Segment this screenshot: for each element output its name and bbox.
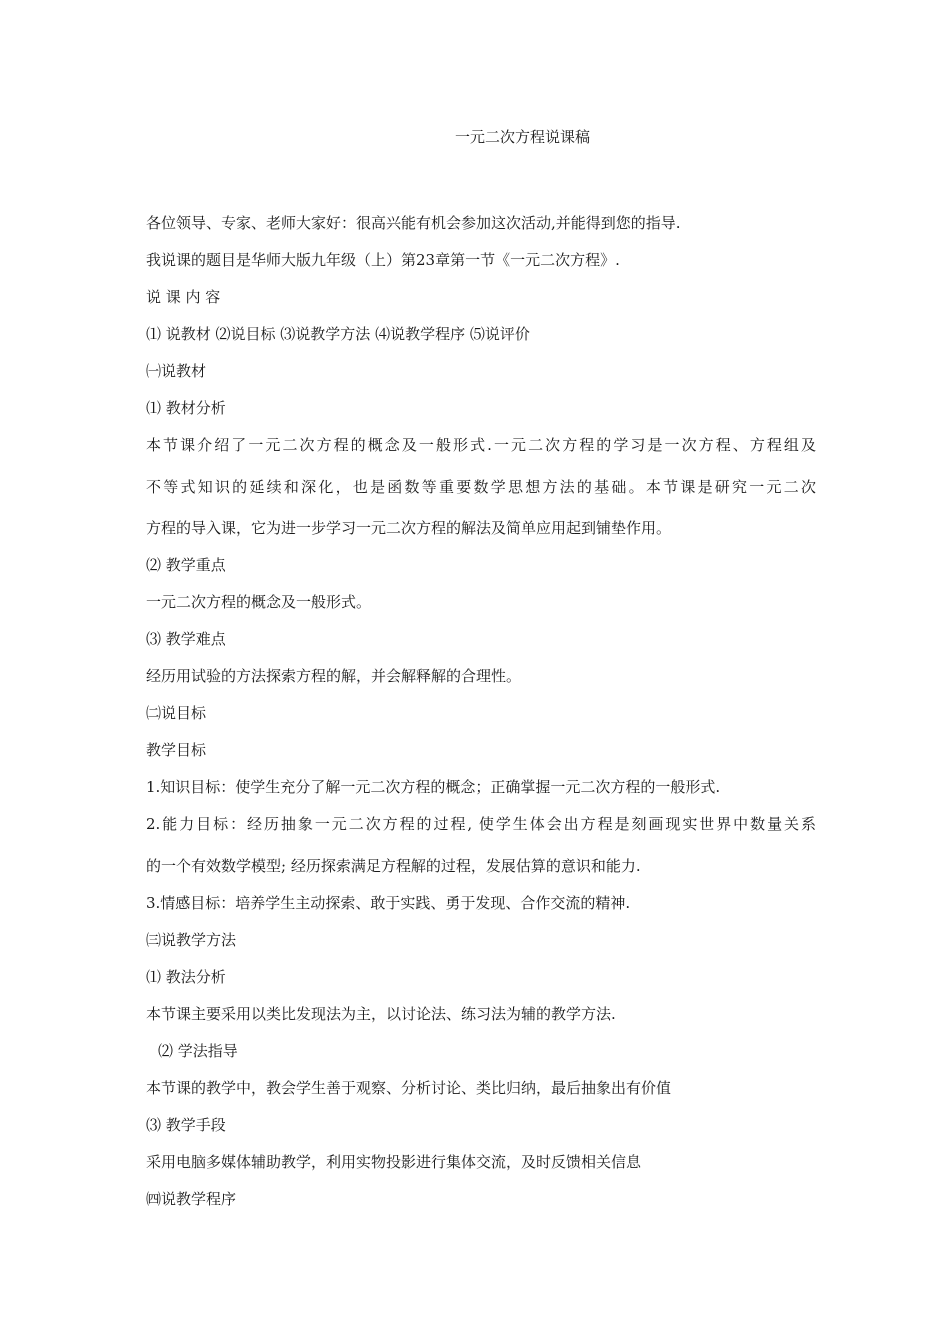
paragraph-line: 方程的导入课，它为进一步学习一元二次方程的解法及简单应用起到铺垫作用。 <box>146 519 672 537</box>
subheading-teaching-goals: 教学目标 <box>146 741 207 759</box>
subheading-learning-guidance: ⑵ 学法指导 <box>158 1042 238 1060</box>
greeting-line: 各位领导、专家、老师大家好：很高兴能有机会参加这次活动,并能得到您的指导. <box>146 214 681 232</box>
paragraph-line: 本节课的教学中，教会学生善于观察、分析讨论、类比归纳，最后抽象出有价值 <box>146 1079 672 1097</box>
paragraph-line: 采用电脑多媒体辅助教学，利用实物投影进行集体交流，及时反馈相关信息 <box>146 1153 642 1171</box>
paragraph-line: 本节课介绍了一元二次方程的概念及一般形式.一元二次方程的学习是一次方程、方程组及 <box>146 436 816 454</box>
section-heading-methods: ㈢说教学方法 <box>146 931 237 949</box>
goal-line: 的一个有效数学模型; 经历探索满足方程解的过程，发展估算的意识和能力. <box>146 857 641 875</box>
content-outline: ⑴ 说教材 ⑵说目标 ⑶说教学方法 ⑷说教学程序 ⑸说评价 <box>146 325 530 343</box>
paragraph-line: 不等式知识的延续和深化，也是函数等重要数学思想方法的基础。本节课是研究一元二次 <box>146 478 816 496</box>
paragraph-line: 经历用试验的方法探索方程的解，并会解释解的合理性。 <box>146 667 522 685</box>
section-heading-goals: ㈡说目标 <box>146 704 207 722</box>
content-heading: 说 课 内 容 <box>146 288 221 306</box>
paragraph-line: 一元二次方程的概念及一般形式。 <box>146 593 372 611</box>
subheading-teaching-means: ⑶ 教学手段 <box>146 1116 226 1134</box>
goal-line: 2.能力目标：经历抽象一元二次方程的过程, 使学生体会出方程是刻画现实世界中数量关系 <box>146 815 816 833</box>
subheading-difficulties: ⑶ 教学难点 <box>146 630 226 648</box>
goal-line: 1.知识目标：使学生充分了解一元二次方程的概念；正确掌握一元二次方程的一般形式. <box>146 778 721 796</box>
paragraph-line: 本节课主要采用以类比发现法为主，以讨论法、练习法为辅的教学方法. <box>146 1005 616 1023</box>
document-title: 一元二次方程说课稿 <box>454 128 590 146</box>
subheading-teaching-method: ⑴ 教法分析 <box>146 968 226 986</box>
section-heading-textbook: ㈠说教材 <box>146 362 207 380</box>
subheading-key-points: ⑵ 教学重点 <box>146 556 226 574</box>
topic-line: 我说课的题目是华师大版九年级（上）第23章第一节《一元二次方程》. <box>146 251 620 269</box>
subheading-textbook-analysis: ⑴ 教材分析 <box>146 399 226 417</box>
goal-line: 3.情感目标：培养学生主动探索、敢于实践、勇于发现、合作交流的精神. <box>146 894 631 912</box>
section-heading-procedure: ㈣说教学程序 <box>146 1190 237 1208</box>
